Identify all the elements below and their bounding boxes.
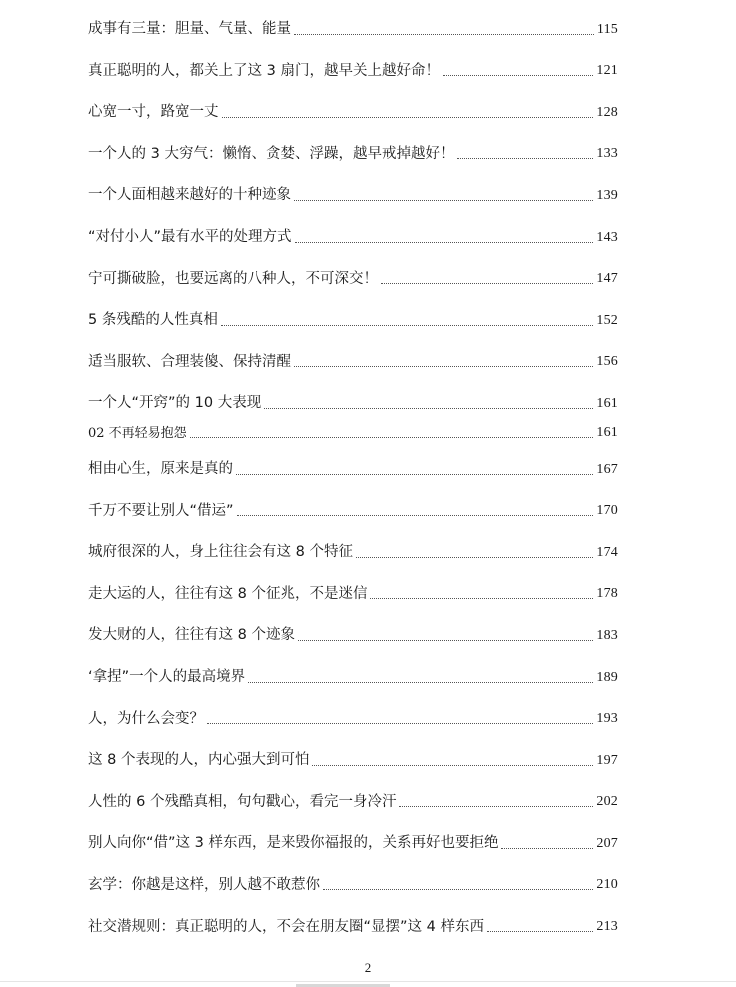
page-number: 2 — [364, 960, 372, 975]
toc-entry-title: 相由心生，原来是真的 — [88, 461, 233, 478]
toc-entry[interactable] — [88, 571, 618, 613]
leader-dots — [294, 365, 593, 367]
toc-entry-title: 城府很深的人，身上往往会有这 8 个特征 — [88, 544, 353, 561]
toc-entry-title: 心宽一寸，路宽一丈 — [88, 104, 219, 121]
toc-entry[interactable] — [88, 737, 618, 779]
toc-entry-title: 人性的 6 个残酷真相，句句戳心，看完一身冷汗 — [88, 793, 397, 810]
leader-dots — [190, 436, 594, 438]
toc-entry-page: 121 — [596, 63, 618, 79]
toc-entry[interactable] — [88, 6, 618, 48]
toc-entry-title: ‘拿捏”一个人的最高境界 — [88, 669, 246, 685]
toc-entry-title: 一个人的 3 大穷气：懒惰、贪婪、浮躁，越早戒掉越好！ — [88, 145, 455, 162]
leader-dots — [221, 324, 594, 326]
leader-dots — [323, 888, 593, 890]
leader-dots — [295, 241, 594, 243]
toc-entry-page: 189 — [596, 669, 618, 685]
toc-entry[interactable] — [88, 696, 618, 738]
toc-entry-page: 174 — [596, 544, 618, 560]
toc-entry-title: 千万不要让别人“借运” — [88, 502, 234, 519]
toc-entry[interactable] — [88, 779, 618, 821]
leader-dots — [294, 199, 593, 201]
toc-entry[interactable] — [88, 862, 618, 904]
toc-entry-title: 02 不再轻易抱怨 — [88, 425, 187, 441]
toc-entry-title: 社交潜规则：真正聪明的人，不会在朋友圈“显摆”这 4 样东西 — [88, 918, 484, 935]
toc-entry[interactable] — [88, 48, 618, 90]
toc-entry[interactable] — [88, 903, 618, 945]
toc-entry-title: 成事有三量：胆量、气量、能量 — [88, 21, 291, 38]
toc-entry-page: 213 — [596, 919, 618, 935]
toc-entry[interactable] — [88, 446, 618, 488]
leader-dots — [264, 407, 593, 409]
toc-entry-title: 适当服软、合理装傻、保持清醒 — [88, 353, 291, 370]
toc-entry[interactable] — [88, 339, 618, 381]
toc-entry-title: 5 条残酷的人性真相 — [88, 312, 218, 329]
toc-entry[interactable] — [88, 488, 618, 530]
toc-entry-title: “对付小人”最有水平的处理方式 — [88, 229, 292, 246]
toc-entry-page: 115 — [596, 21, 618, 37]
toc-entry-title: 真正聪明的人，都关上了这 3 扇门，越早关上越好命！ — [88, 62, 440, 79]
toc-entry[interactable] — [88, 131, 618, 173]
toc-entry-title: 玄学：你越是这样，别人越不敢惹你 — [88, 876, 320, 893]
leader-dots — [370, 597, 593, 599]
toc-entry[interactable] — [88, 89, 618, 131]
leader-dots — [312, 764, 593, 766]
toc-entry-title: 一个人面相越来越好的十种迹象 — [88, 187, 291, 204]
toc-entry-page: 161 — [596, 395, 618, 411]
leader-dots — [207, 722, 593, 724]
toc-entry[interactable] — [88, 172, 618, 214]
leader-dots — [248, 681, 593, 683]
toc-entry-title: 宁可撕破脸，也要远离的八种人，不可深交！ — [88, 270, 378, 287]
toc-entry-page: 156 — [596, 354, 618, 370]
toc-entry-page: 161 — [596, 424, 618, 440]
toc-entry[interactable] — [88, 256, 618, 298]
toc-entry[interactable] — [88, 654, 618, 696]
toc-entry[interactable] — [88, 612, 618, 654]
toc-entry-page: 178 — [596, 586, 618, 602]
toc-entry[interactable] — [88, 820, 618, 862]
toc-entry-page: 210 — [596, 877, 618, 893]
leader-dots — [237, 514, 594, 516]
toc-entry-title: 人，为什么会变？ — [88, 710, 204, 727]
leader-dots — [356, 556, 593, 558]
toc-subentry[interactable] — [88, 422, 618, 446]
toc-entry-title: 一个人“开窍”的 10 大表现 — [88, 395, 262, 412]
leader-dots — [294, 33, 594, 35]
leader-dots — [381, 282, 593, 284]
leader-dots — [298, 639, 593, 641]
footer-divider — [0, 981, 736, 982]
toc-entry-page: 139 — [596, 187, 618, 203]
leader-dots — [399, 805, 593, 807]
toc-entry-title: 走大运的人，往往有这 8 个征兆，不是迷信 — [88, 585, 368, 602]
leader-dots — [487, 930, 593, 932]
toc-entry-page: 193 — [596, 711, 618, 727]
toc-entry-page: 170 — [596, 503, 618, 519]
toc-entry-page: 167 — [596, 461, 618, 477]
toc-entry-page: 133 — [596, 146, 618, 162]
toc-entry-title: 这 8 个表现的人，内心强大到可怕 — [88, 752, 310, 769]
leader-dots — [222, 116, 594, 118]
toc-entry[interactable] — [88, 380, 618, 422]
leader-dots — [236, 473, 593, 475]
toc-entry-page: 128 — [596, 104, 618, 120]
leader-dots — [501, 847, 593, 849]
toc-entry-title: 别人向你“借”这 3 样东西，是来毁你福报的，关系再好也要拒绝 — [88, 835, 499, 852]
toc-entry-page: 143 — [596, 229, 618, 245]
toc-entry-page: 197 — [596, 752, 618, 768]
toc-entry[interactable] — [88, 529, 618, 571]
toc-entry-title: 发大财的人，往往有这 8 个迹象 — [88, 627, 295, 644]
toc-entry-page: 183 — [596, 627, 618, 643]
table-of-contents — [88, 6, 618, 945]
leader-dots — [457, 157, 593, 159]
toc-entry-page: 147 — [596, 271, 618, 287]
toc-entry-page: 207 — [596, 835, 618, 851]
leader-dots — [443, 74, 593, 76]
toc-entry-page: 202 — [596, 794, 618, 810]
toc-entry-page: 152 — [596, 312, 618, 328]
toc-entry[interactable] — [88, 214, 618, 256]
toc-entry[interactable] — [88, 297, 618, 339]
